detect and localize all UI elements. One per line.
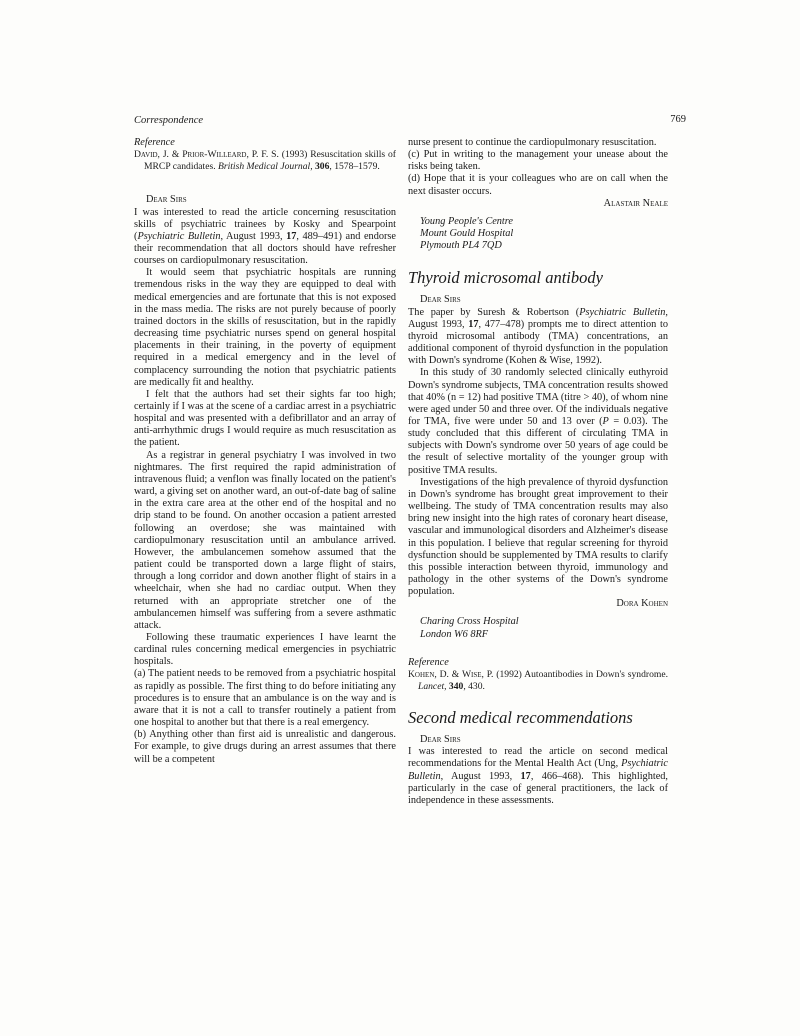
address-line: Charing Cross Hospital: [420, 616, 519, 628]
signature-2: Dora Kohen: [616, 598, 668, 610]
address-line: Young People's Centre: [420, 215, 513, 227]
reference-authors: Kohen, D. & Wise, P.: [408, 668, 494, 680]
address-line: Plymouth PL4 7QD: [420, 240, 502, 252]
rule-a: (a) The patient needs to be removed from a psychiatric hospital as rapidly as possible. The first thing to do before initiating any procedures is to ensure that an ambulance is on the way and is aware that it is not a call to transfer routinely a patient from one hospital to another but that there is a real emergency.: [134, 668, 396, 729]
signature-1: Alastair Neale: [603, 197, 668, 209]
reference-volume: 340: [448, 680, 464, 692]
letter-paragraph: I was interested to read the article on second medical recommendations for the Mental Health Act (Ung, Psychiatric Bulletin, August 1993, 17, 466–468). This highlighted, particularly in the case of general practitioners, the lack of independence in these assessments.: [408, 746, 668, 806]
letter-paragraph: Investigations of the high prevalence of thyroid dysfunction in Down's syndrome has brought great improvement to their wellbeing. The study of TMA concentration results may also bring new insight into the high rates of coronary heart disease, vascular and immunological disorders and Alzheimer's disease in this population. I believe that regular screening for thyroid dysfunction should be supplemented by TMA results to clarify this possible interaction between thyroid, immunology and pathology in the other systems of the Down's syndrome population.: [408, 476, 668, 598]
letter-paragraph-2: It would seem that psychiatric hospitals are running tremendous risks in the way they are equipped to deal with medical emergencies and are fortunate that this is not exposed in the mass media. The risks are not purely because of poorly trained doctors in the skills of resuscitation, but in the rapidly decreasing time psychiatric nurses spend on general hospital placements in their training, in the poverty of equipment required in a medical emergency and in the level of complacency surrounding the notion that psychiatric patients are medically fit and healthy.: [134, 267, 396, 388]
journal-title: Psychiatric Bulletin: [137, 230, 221, 242]
journal-title: Psychiatric Bulletin: [408, 758, 668, 782]
article-title-second-medical: Second medical recommendations: [408, 708, 633, 728]
reference-entry: Kohen, D. & Wise, P. (1992) Autoantibodies in Down's syndrome. Lancet, 340, 430.: [408, 668, 668, 692]
reference-heading: Reference: [408, 656, 449, 668]
left-column: [134, 137, 396, 766]
journal-volume: 17: [520, 770, 531, 782]
reference-authors: David, J. & Prior-Willeard, P. F. S.: [134, 149, 279, 161]
salutation: Dear Sirs: [420, 734, 461, 746]
journal-volume: 17: [468, 318, 479, 330]
journal-volume: 17: [286, 230, 297, 242]
letter-paragraph-4: As a registrar in general psychiatry I was involved in two nightmares. The first required the rapid administration of intravenous fluid; a venflon was finally located on the patient's ward, a giving set on another ward, an out-of-date bag of saline in the extra care area at the other end of the hospital and no drip stand to be found. On another occasion a patient arrested following an overdose; she was maintained with cardiopulmonary resuscitation until an ambulance arrived. However, the ambulancemen somehow assumed that the patient could be transported down a large flight of stairs, through a long corridor and down another flight of stairs in a wheelchair, when she had no cardiac output. When they returned with an appropriate stretcher one of the ambulancemen himself was suffering from a severe asthmatic attack.: [134, 449, 396, 631]
reference-heading: Reference: [134, 137, 175, 148]
page-number: 769: [670, 114, 686, 125]
running-header-section: Correspondence: [134, 115, 204, 126]
reference-journal: British Medical Journal: [218, 160, 311, 172]
reference-journal: Lancet: [418, 680, 445, 692]
rule-c: (c) Put in writing to the management your unease about the risks being taken.: [408, 149, 668, 173]
address-line: London W6 8RF: [420, 628, 489, 640]
reference-pages: , 1578–1579.: [329, 160, 380, 172]
rule-b: (b) Anything other than first aid is unrealistic and dangerous. For example, to give drugs during an arrest assumes that there will be a competent: [134, 729, 396, 765]
reference-entry: David, J. & Prior-Willeard, P. F. S. (1993) Resuscitation skills of MRCP candidates. British Medical Journal, 306, 1578–1579.: [134, 149, 397, 172]
letter-paragraph-3: I felt that the authors had set their sights far too high; certainly if I was at the scene of a cardiac arrest in a psychiatric hospital and was presented with a defibrillator and an array of anti-arrhythmic drugs I would require as much resuscitation as the patient.: [134, 388, 396, 449]
reference-volume: 306: [315, 160, 330, 172]
letter-paragraph: The paper by Suresh & Robertson (Psychiatric Bulletin, August 1993, 17, 477–478) prompts me to direct attention to thyroid microsomal antibody (TMA) concentrations, an additional component of thyroid dysfunction in the population with Down's syndrome (Kohen & Wise, 1992).: [408, 306, 668, 367]
address-line: Mount Gould Hospital: [420, 228, 514, 240]
letter-paragraph: In this study of 30 randomly selected clinically euthyroid Down's syndrome subjects, TMA concentration results showed that 40% (n = 12) had positive TMA (titre > 40), of whom nine were aged under 50 and three over. Of the individuals negative for TMA, five were under 50 and 13 over (P = 0.03). The study concluded that this different of circulating TMA in subjects with Down's syndrome over 50 years of age could be the result of selective mortality of the younger group with positive TMA results.: [408, 367, 668, 476]
journal-title: Psychiatric Bulletin: [579, 306, 666, 318]
salutation: Dear Sirs: [146, 194, 187, 206]
letter-continuation: nurse present to continue the cardiopulmonary resuscitation.: [408, 137, 657, 148]
letter-paragraph-1: I was interested to read the article concerning resuscitation skills of psychiatric trainees by Kosky and Spearpoint (Psychiatric Bulletin, August 1993, 17, 489–491) and endorse their recommendation that all doctors should have refresher courses on cardiopulmonary resuscitation.: [134, 206, 396, 267]
letter-paragraph-5: Following these traumatic experiences I have learnt the cardinal rules concerning medical emergencies in psychiatric hospitals.: [134, 631, 396, 668]
right-column: [408, 137, 668, 807]
article-title-thyroid: Thyroid microsomal antibody: [408, 268, 603, 288]
rule-d: (d) Hope that it is your colleagues who are on call when the next disaster occurs.: [408, 173, 668, 197]
reference-title: (1993) Resuscitation skills of MRCP candidates.: [144, 149, 397, 172]
salutation: Dear Sirs: [420, 294, 461, 306]
